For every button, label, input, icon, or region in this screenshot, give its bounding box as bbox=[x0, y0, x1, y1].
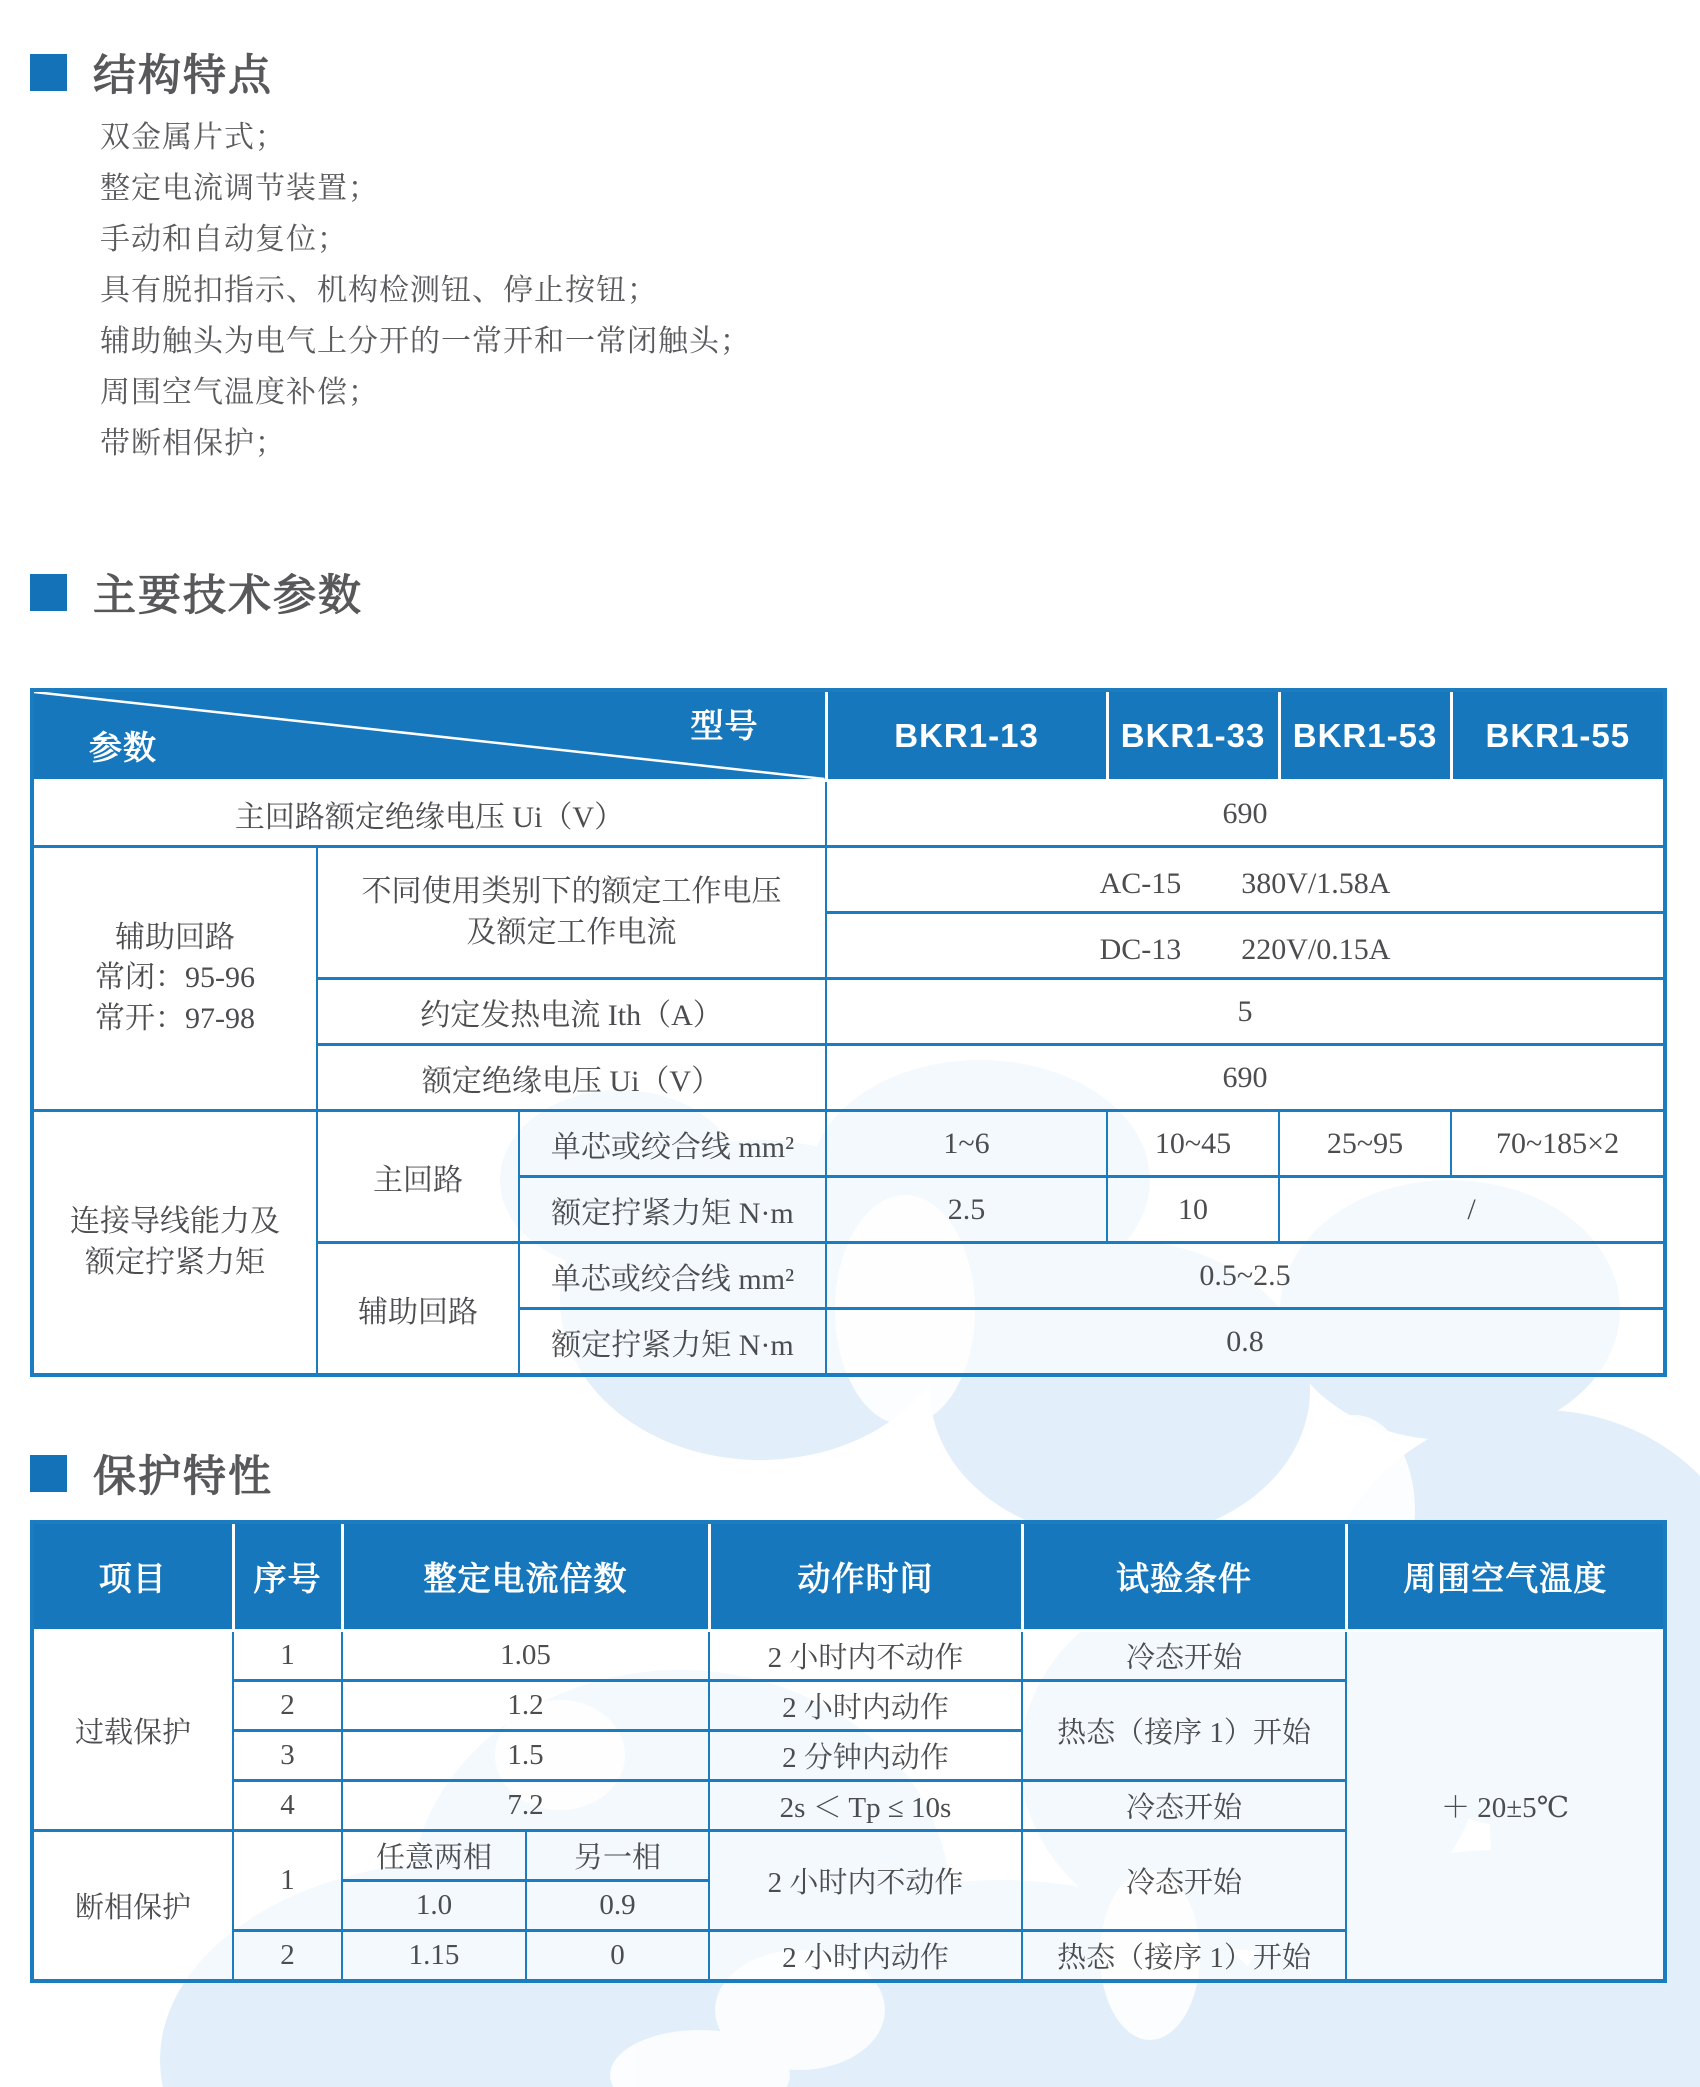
feature-item: 周围空气温度补偿； bbox=[100, 376, 379, 409]
aux-wire-value: 0.5~2.5 bbox=[826, 1243, 1665, 1309]
wire-type-label: 单芯或绞合线 mm² bbox=[519, 1243, 826, 1309]
row-number: 1 bbox=[233, 1831, 342, 1931]
section-title-protection: 保护特性 bbox=[93, 1453, 273, 1501]
model-column-header: BKR1-53 bbox=[1279, 690, 1451, 781]
test-condition: 冷态开始 bbox=[1022, 1831, 1346, 1931]
main-wire-value: 25~95 bbox=[1279, 1111, 1451, 1177]
model-column-header: BKR1-13 bbox=[826, 690, 1107, 781]
section-marker-square bbox=[30, 54, 67, 91]
row-number: 2 bbox=[233, 1681, 342, 1731]
table-row bbox=[32, 1111, 1665, 1177]
header-model-label: 型号 bbox=[690, 707, 759, 744]
aux-label-line: 常闭：95-96 bbox=[95, 961, 255, 995]
section-header-params bbox=[30, 562, 363, 623]
section-marker-square bbox=[30, 1455, 67, 1492]
table-row bbox=[32, 1631, 1665, 1681]
section-title-features: 结构特点 bbox=[93, 52, 273, 100]
main-wire-value: 1~6 bbox=[826, 1111, 1107, 1177]
col-header-test-condition: 试验条件 bbox=[1022, 1522, 1346, 1631]
main-circuit-label: 主回路 bbox=[317, 1111, 519, 1243]
aux-torque-value: 0.8 bbox=[826, 1309, 1665, 1376]
diagonal-header-cell bbox=[32, 690, 826, 781]
main-torque-value: 2.5 bbox=[826, 1177, 1107, 1243]
action-time: 2 小时内不动作 bbox=[709, 1831, 1022, 1931]
aux-circuit-group-label bbox=[32, 847, 317, 1111]
action-time: 2 小时内不动作 bbox=[709, 1631, 1022, 1681]
main-wire-value: 70~185×2 bbox=[1451, 1111, 1665, 1177]
current-multiple: 1.05 bbox=[342, 1631, 709, 1681]
param-value-main-ui: 690 bbox=[826, 781, 1665, 847]
current-multiple: 1.5 bbox=[342, 1731, 709, 1781]
torque-label: 额定拧紧力矩 N·m bbox=[519, 1309, 826, 1376]
test-condition: 热态（接序 1）开始 bbox=[1022, 1681, 1346, 1781]
action-time: 2 小时内动作 bbox=[709, 1931, 1022, 1982]
usage-label-line: 及额定工作电流 bbox=[466, 915, 677, 949]
param-label-main-ui: 主回路额定绝缘电压 Ui（V） bbox=[32, 781, 826, 847]
section-header-features bbox=[30, 42, 273, 103]
wiring-label-line: 连接导线能力及 bbox=[70, 1205, 280, 1238]
action-time: 2s ＜ Tp ≤ 10s bbox=[709, 1781, 1022, 1831]
table-header-row bbox=[32, 1522, 1665, 1631]
ambient-temperature-value: ＋ 20±5℃ bbox=[1346, 1631, 1665, 1982]
model-column-header: BKR1-33 bbox=[1107, 690, 1279, 781]
feature-item: 带断相保护； bbox=[100, 427, 286, 460]
col-header-action-time: 动作时间 bbox=[709, 1522, 1022, 1631]
feature-item: 辅助触头为电气上分开的一常开和一常闭触头； bbox=[100, 325, 751, 358]
overload-protection-label: 过载保护 bbox=[32, 1631, 233, 1831]
torque-label: 额定拧紧力矩 N·m bbox=[519, 1177, 826, 1243]
section-header-protection bbox=[30, 1443, 273, 1504]
current-multiple: 7.2 bbox=[342, 1781, 709, 1831]
col-header-ambient-temperature: 周围空气温度 bbox=[1346, 1522, 1665, 1631]
feature-item: 具有脱扣指示、机构检测钮、停止按钮； bbox=[100, 274, 658, 307]
phase-value-any-two: 1.15 bbox=[342, 1931, 526, 1982]
main-wire-value: 10~45 bbox=[1107, 1111, 1279, 1177]
usage-label-line: 不同使用类别下的额定工作电压 bbox=[361, 875, 782, 908]
feature-item: 双金属片式； bbox=[100, 121, 286, 154]
header-parameter-label: 参数 bbox=[89, 729, 157, 766]
ith-label: 约定发热电流 Ith（A） bbox=[317, 979, 826, 1045]
main-torque-value: / bbox=[1279, 1177, 1665, 1243]
model-column-header: BKR1-55 bbox=[1451, 690, 1665, 781]
feature-item: 整定电流调节装置； bbox=[100, 172, 379, 205]
row-number: 3 bbox=[233, 1731, 342, 1781]
aux-label-line: 辅助回路 bbox=[115, 920, 235, 954]
table-row bbox=[32, 847, 1665, 913]
usage-category-label bbox=[317, 847, 826, 979]
phase-sub-header-any-two: 任意两相 bbox=[342, 1831, 526, 1881]
test-condition: 热态（接序 1）开始 bbox=[1022, 1931, 1346, 1982]
row-number: 4 bbox=[233, 1781, 342, 1831]
wiring-group-label bbox=[32, 1111, 317, 1376]
aux-label-line: 常开：97-98 bbox=[95, 1001, 255, 1035]
aux-circuit-label: 辅助回路 bbox=[317, 1243, 519, 1376]
main-torque-value: 10 bbox=[1107, 1177, 1279, 1243]
current-multiple: 1.2 bbox=[342, 1681, 709, 1731]
phase-value-other: 0.9 bbox=[526, 1881, 709, 1931]
aux-ui-label: 额定绝缘电压 Ui（V） bbox=[317, 1045, 826, 1111]
action-time: 2 小时内动作 bbox=[709, 1681, 1022, 1731]
phase-value-other: 0 bbox=[526, 1931, 709, 1982]
ith-value: 5 bbox=[826, 979, 1665, 1045]
col-header-current-multiple: 整定电流倍数 bbox=[342, 1522, 709, 1631]
section-title-params: 主要技术参数 bbox=[93, 572, 363, 620]
usage-ac-value: AC-15 380V/1.58A bbox=[826, 847, 1665, 913]
test-condition: 冷态开始 bbox=[1022, 1631, 1346, 1681]
row-number: 2 bbox=[233, 1931, 342, 1982]
row-number: 1 bbox=[233, 1631, 342, 1681]
test-condition: 冷态开始 bbox=[1022, 1781, 1346, 1831]
feature-list bbox=[100, 112, 751, 469]
table-row bbox=[32, 781, 1665, 847]
wire-type-label: 单芯或绞合线 mm² bbox=[519, 1111, 826, 1177]
phase-sub-header-other: 另一相 bbox=[526, 1831, 709, 1881]
col-header-number: 序号 bbox=[233, 1522, 342, 1631]
action-time: 2 分钟内动作 bbox=[709, 1731, 1022, 1781]
aux-ui-value: 690 bbox=[826, 1045, 1665, 1111]
table-header-row bbox=[32, 690, 1665, 781]
usage-dc-value: DC-13 220V/0.15A bbox=[826, 913, 1665, 979]
main-parameters-table bbox=[30, 688, 1667, 1377]
col-header-item: 项目 bbox=[32, 1522, 233, 1631]
phase-failure-protection-label: 断相保护 bbox=[32, 1831, 233, 1982]
feature-item: 手动和自动复位； bbox=[100, 223, 348, 256]
section-marker-square bbox=[30, 574, 67, 611]
wiring-label-line: 额定拧紧力矩 bbox=[85, 1245, 265, 1279]
protection-characteristics-table bbox=[30, 1520, 1667, 1983]
phase-value-any-two: 1.0 bbox=[342, 1881, 526, 1931]
